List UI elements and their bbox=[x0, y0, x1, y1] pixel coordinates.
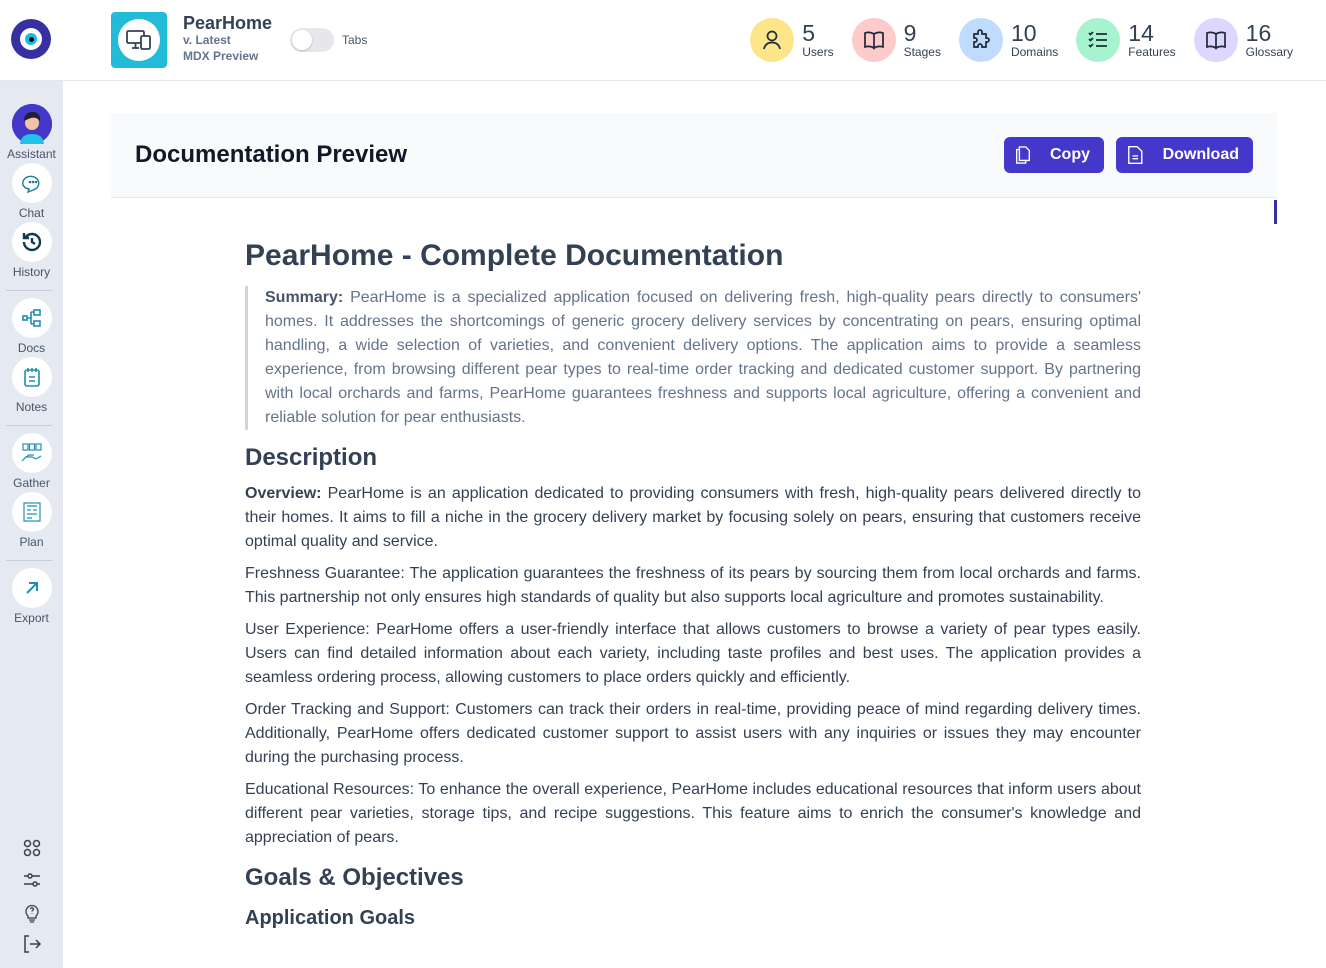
docs-icon bbox=[12, 298, 52, 338]
scrollbar-thumb[interactable] bbox=[1274, 200, 1277, 224]
sidebar-item-assistant[interactable] bbox=[0, 104, 63, 161]
sidebar-item-label: Gather bbox=[13, 476, 50, 490]
stat-glossary[interactable] bbox=[1194, 18, 1293, 62]
notes-icon bbox=[12, 357, 52, 397]
preview-header bbox=[111, 113, 1277, 198]
stat-value: 16 bbox=[1245, 20, 1272, 46]
description-heading: Description bbox=[245, 444, 378, 471]
stat-value: 9 bbox=[903, 20, 917, 46]
export-arrow-icon bbox=[12, 568, 52, 608]
project-mode: MDX Preview bbox=[183, 49, 259, 63]
paragraph: Order Tracking and Support: Customers can track their orders in real-time, providing peace of mind regarding delivery times. Additionally, PearHome offers dedicated customer support to assist users with any inquiries or issues they may encounter during the purchasing process. bbox=[245, 701, 1141, 766]
copy-button[interactable] bbox=[1004, 137, 1104, 173]
sidebar-item-docs[interactable] bbox=[0, 298, 63, 355]
help-lightbulb-icon[interactable] bbox=[20, 900, 44, 924]
goals-heading: Goals & Objectives bbox=[245, 864, 464, 891]
logout-icon[interactable] bbox=[20, 932, 44, 956]
project-version: v. Latest bbox=[183, 33, 231, 47]
divider bbox=[6, 560, 52, 561]
checklist-icon bbox=[1076, 18, 1120, 62]
summary-label: Summary: bbox=[265, 289, 344, 306]
book-icon bbox=[1194, 18, 1238, 62]
puzzle-icon bbox=[959, 18, 1003, 62]
sidebar-item-label: Assistant bbox=[7, 147, 56, 161]
tabs-label: Tabs bbox=[342, 33, 368, 47]
gather-icon bbox=[12, 433, 52, 473]
sidebar-item-gather[interactable] bbox=[0, 433, 63, 490]
apps-grid-icon[interactable] bbox=[20, 836, 44, 860]
stat-label: Glossary bbox=[1245, 45, 1293, 59]
summary-quote bbox=[245, 286, 1141, 430]
sidebar-item-notes[interactable] bbox=[0, 357, 63, 414]
user-icon bbox=[750, 18, 794, 62]
overview-paragraph bbox=[245, 482, 1141, 554]
stat-users[interactable] bbox=[750, 18, 833, 62]
sidebar-item-history[interactable] bbox=[0, 222, 63, 279]
top-bar bbox=[0, 0, 1326, 81]
project-name: PearHome bbox=[183, 13, 273, 33]
stat-domains[interactable] bbox=[959, 18, 1058, 62]
stat-stages[interactable] bbox=[852, 18, 941, 62]
summary-text: PearHome is a specialized application focused on delivering fresh, high-quality pears directly to consumers' homes. It addresses the shortcomings of generic grocery delivery services by concentrating on pears, ensuring optimal handling, a wide selection of varieties, and convenient delivery options. The application aims to provide a seamless experience, from browsing different pear types to real-time order tracking and dedicated customer support. By partnering with local orchards and farms, PearHome guarantees freshness and supports local agriculture, offering a convenient and reliable solution for pear enthusiasts. bbox=[265, 289, 1141, 426]
app-logo-icon[interactable] bbox=[11, 19, 51, 59]
sidebar bbox=[0, 81, 63, 968]
document-icon bbox=[1126, 144, 1145, 166]
stats-bar bbox=[750, 18, 1293, 62]
overview-text: PearHome is an application dedicated to providing consumers with fresh, high-quality pears delivered directly to their homes. It aims to fill a niche in the grocery delivery market by focusing solely on pears, ensuring that customers receive optimal quality and service. bbox=[245, 485, 1141, 550]
copy-label: Copy bbox=[1050, 146, 1090, 163]
download-label: Download bbox=[1162, 146, 1239, 163]
stat-value: 10 bbox=[1010, 20, 1037, 46]
divider bbox=[6, 425, 52, 426]
sidebar-item-label: Plan bbox=[19, 535, 44, 549]
paragraph: User Experience: PearHome offers a user-friendly interface that allows customers to browse a variety of pear types easily. Users can find detailed information about each variety, including taste profiles and best uses. The application provides a seamless ordering process, allowing customers to place orders quickly and efficiently. bbox=[245, 621, 1141, 686]
sidebar-item-label: History bbox=[12, 265, 51, 279]
sidebar-item-label: Notes bbox=[15, 400, 48, 414]
divider bbox=[6, 290, 52, 291]
paragraph: Freshness Guarantee: The application guarantees the freshness of its pears by sourcing them from local orchards and farms. This partnership not only ensures high standards of quality but also supports local agriculture and promotes sustainability. bbox=[245, 565, 1141, 606]
copy-icon bbox=[1014, 144, 1032, 166]
book-icon bbox=[852, 18, 896, 62]
plan-icon bbox=[12, 492, 52, 532]
history-icon bbox=[12, 222, 52, 262]
stat-label: Features bbox=[1128, 45, 1176, 59]
assistant-avatar-icon bbox=[12, 104, 52, 144]
sidebar-item-label: Export bbox=[14, 611, 49, 625]
documentation-content bbox=[245, 238, 1141, 968]
stat-value: 14 bbox=[1128, 20, 1154, 46]
stat-label: Stages bbox=[903, 45, 941, 59]
sidebar-item-chat[interactable] bbox=[0, 163, 63, 220]
overview-label: Overview: bbox=[245, 485, 322, 502]
doc-title: PearHome - Complete Documentation bbox=[245, 239, 784, 272]
stat-features[interactable] bbox=[1076, 18, 1175, 62]
stat-label: Users bbox=[802, 45, 834, 59]
chat-icon bbox=[12, 163, 52, 203]
stat-value: 5 bbox=[802, 20, 816, 46]
download-button[interactable] bbox=[1116, 137, 1253, 173]
project-icon bbox=[111, 12, 167, 68]
stat-label: Domains bbox=[1010, 45, 1059, 59]
sidebar-item-plan[interactable] bbox=[0, 492, 63, 549]
sidebar-item-label: Chat bbox=[18, 206, 45, 220]
sidebar-item-export[interactable] bbox=[0, 568, 63, 625]
page-title: Documentation Preview bbox=[135, 141, 408, 168]
settings-sliders-icon[interactable] bbox=[20, 868, 44, 892]
tabs-toggle[interactable] bbox=[290, 28, 334, 52]
app-goals-heading: Application Goals bbox=[245, 907, 416, 929]
sidebar-item-label: Docs bbox=[17, 341, 46, 355]
paragraph: Educational Resources: To enhance the overall experience, PearHome includes educational resources that inform users about different pear varieties, storage tips, and recipe suggestions. This feature aims to enrich the consumer's knowledge and appreciation of pears. bbox=[245, 781, 1141, 846]
